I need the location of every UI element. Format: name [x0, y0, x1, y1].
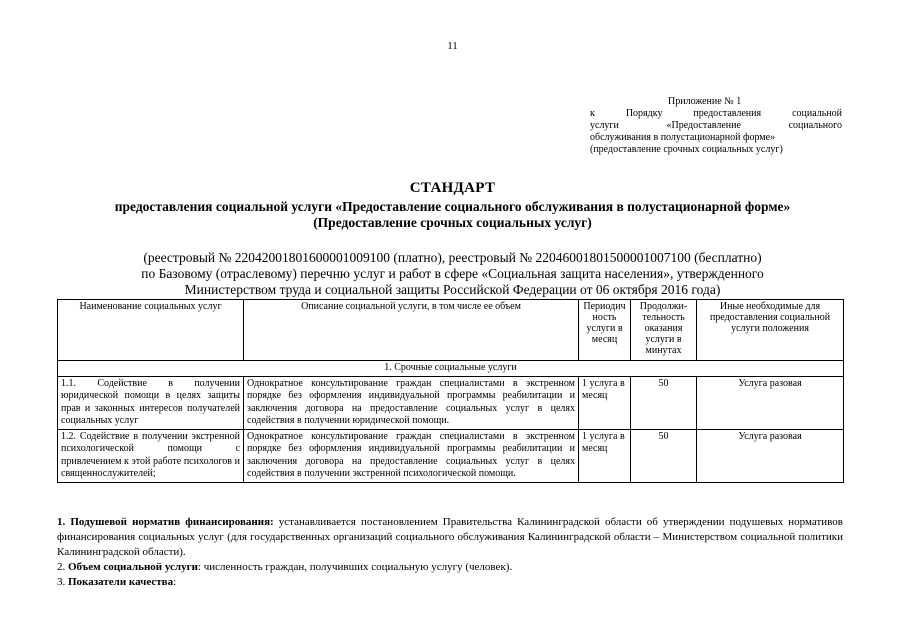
note-quality: [57, 575, 843, 590]
table-section-row: [58, 361, 844, 377]
service-other: Услуга разовая: [697, 429, 844, 482]
service-name: 1.2. Содействие в получении экстренной психологической помощи с привлечением к этой работе психологов и священнослужителей;: [58, 429, 244, 482]
note-label: 1. Подушевой норматив финансирования:: [57, 516, 274, 528]
service-other: Услуга разовая: [697, 376, 844, 429]
appendix-line: обслуживания в полустационарной форме»: [590, 132, 776, 143]
column-header: Продолжи- тельность оказания услуги в минутах: [631, 300, 697, 361]
document-subtitle-2: (Предоставление срочных социальных услуг): [313, 215, 592, 230]
note-label: Объем социальной услуги: [68, 561, 198, 573]
service-description: Однократное консультирование граждан специалистами в экстренном порядке без оформления индивидуальной программы реабилитации и заключения договора на предоставление социальных услуг в целях содействия в получении юридической помощи.: [244, 376, 579, 429]
service-periodicity: 1 услуга в месяц: [579, 376, 631, 429]
service-duration: 50: [631, 429, 697, 482]
registry-line: Министерством труда и социальной защиты Российской Федерации от 06 октября 2016 года): [184, 282, 721, 297]
table-row: [58, 429, 844, 482]
table-row: [58, 376, 844, 429]
column-header: Наименование социальных услуг: [58, 300, 244, 361]
note-number: 3.: [57, 576, 68, 588]
service-description: Однократное консультирование граждан специалистами в экстренном порядке без оформления индивидуальной программы реабилитации и заключения договора на предоставление социальных услуг в целях содействия в получении экстренной психологической помощи.: [244, 429, 579, 482]
column-header: Периодич ность услуги в месяц: [579, 300, 631, 361]
service-name: 1.1. Содействие в получении юридической помощи в целях защиты прав и законных интересов получателей социальных услуг: [58, 376, 244, 429]
appendix-block: [590, 96, 842, 156]
section-title: 1. Срочные социальные услуги: [58, 361, 844, 377]
page-number: 11: [447, 40, 458, 52]
note-text: : численность граждан, получивших социальную услугу (человек).: [197, 561, 513, 573]
service-duration: 50: [631, 376, 697, 429]
registry-line: (реестровый № 22042001801600001009100 (платно), реестровый № 22046001801500001007100 (бесплатно): [143, 250, 762, 265]
note-text: устанавливается постановлением Правительства Калининградской области об утверждении подушевых нормативов финансирования социальных услуг (для государственных организаций социального обслуживания Калининградской области – Министерством социальной политики Калининградской области).: [57, 516, 843, 558]
service-periodicity: 1 услуга в месяц: [579, 429, 631, 482]
table-header-row: [58, 300, 844, 361]
appendix-title: Приложение № 1: [668, 96, 742, 107]
notes-block: [57, 515, 843, 590]
column-header: Иные необходимые для предоставления социальной услуги положения: [697, 300, 844, 361]
registry-line: по Базовому (отраслевому) перечню услуг и работ в сфере «Социальная защита населения», утвержденного: [141, 266, 764, 281]
note-label: Показатели качества: [68, 576, 174, 588]
column-header: Описание социальной услуги, в том числе ее объем: [244, 300, 579, 361]
note-volume: [57, 560, 843, 575]
document-title: СТАНДАРТ: [409, 180, 496, 196]
appendix-line: к Порядку предоставления социальной: [590, 108, 842, 119]
appendix-line: (предоставление срочных социальных услуг): [590, 144, 783, 155]
appendix-line: услуги «Предоставление социального: [590, 120, 842, 131]
services-table: [57, 299, 844, 483]
note-number: 2.: [57, 561, 68, 573]
document-subtitle: предоставления социальной услуги «Предоставление социального обслуживания в полустационарной форме»: [114, 199, 791, 214]
note-text: :: [173, 576, 177, 588]
note-financing: [57, 515, 843, 560]
